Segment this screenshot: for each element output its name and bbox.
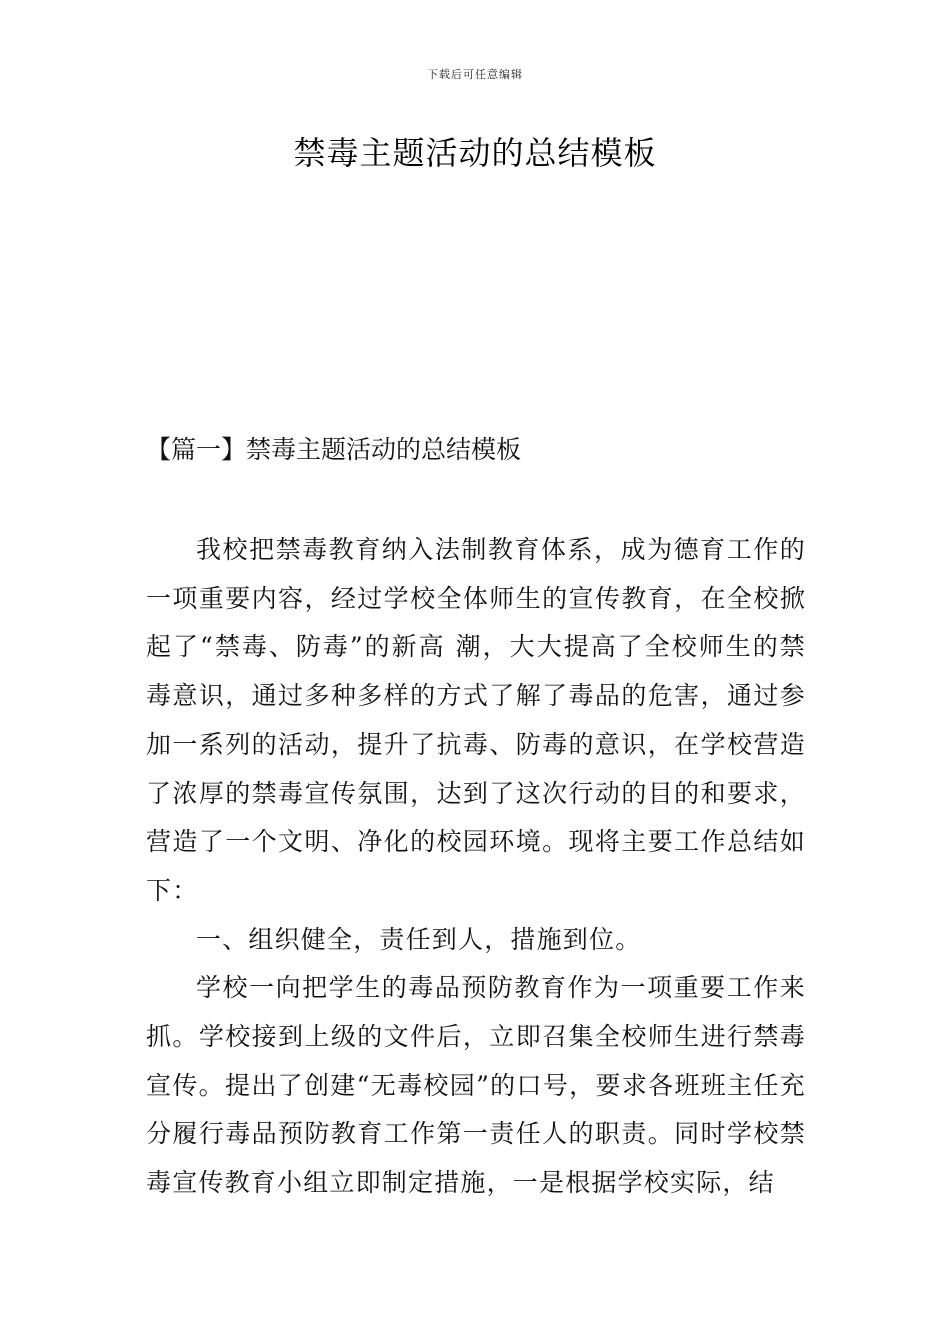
page-header-note: 下载后可任意编辑 bbox=[427, 68, 523, 81]
body-paragraph-detail: 学校一向把学生的毒品预防教育作为一项重要工作来抓。学校接到上级的文件后，立即召集全校师生进行禁毒宣传。提出了创建“无毒校园”的口号，要求各班班主任充分履行毒品预防教育工作第一责任人的职责。同时学校禁毒宣传教育小组立即制定措施，一是根据学校实际，结 bbox=[146, 973, 806, 1198]
document-body bbox=[146, 526, 806, 1208]
body-paragraph-intro: 我校把禁毒教育纳入法制教育体系，成为德育工作的一项重要内容，经过学校全体师生的宣传教育，在全校掀起了“禁毒、防毒”的新高 潮，大大提高了全校师生的禁毒意识，通过多种多样的方式了解了毒品的危害，通过参加一系列的活动，提升了抗毒、防毒的意识，在学校营造了浓厚的禁毒宣传氛围，达到了这次行动的目的和要求，营造了一个文明、净化的校园环境。现将主要工作总结如下： bbox=[146, 535, 806, 905]
document-title: 禁毒主题活动的总结模板 bbox=[293, 134, 657, 172]
body-paragraph-subheading: 一、组织健全，责任到人，措施到位。 bbox=[196, 924, 642, 954]
section-heading: 【篇一】禁毒主题活动的总结模板 bbox=[146, 435, 522, 464]
